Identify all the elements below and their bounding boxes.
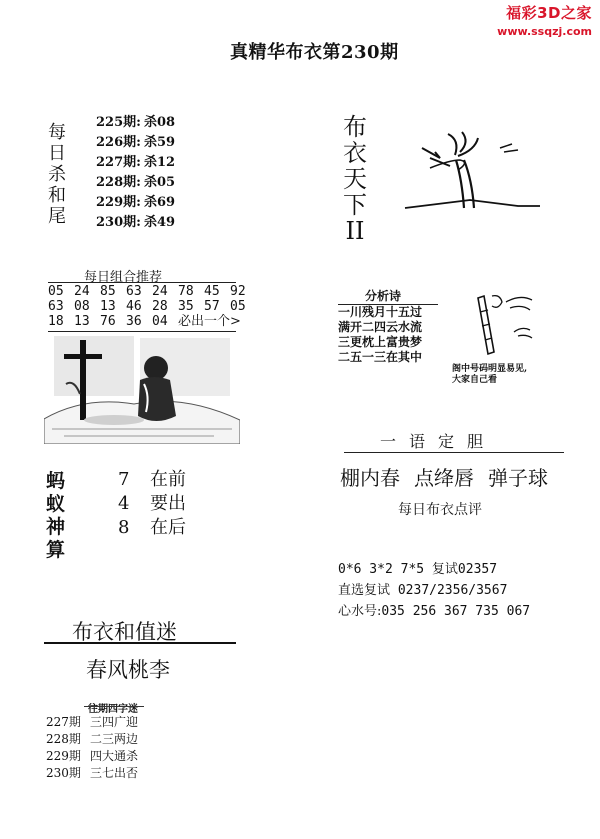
riddle-title: 布衣和值迷 bbox=[72, 620, 177, 644]
riddle-history-text: 二三两边 bbox=[90, 732, 139, 746]
brand-url: www.ssqzj.com bbox=[497, 25, 592, 38]
combo-number: 57 bbox=[204, 299, 220, 314]
riddle-history-row bbox=[46, 765, 138, 782]
riddle-history-title: 往期四字迷 bbox=[88, 700, 138, 715]
kill-tail-period: 225期: bbox=[96, 115, 141, 130]
kill-tail-row bbox=[96, 133, 175, 153]
ant-oracle-number: 8 bbox=[118, 517, 130, 538]
ant-oracle-row bbox=[118, 492, 186, 516]
combo-number: 24 bbox=[74, 284, 90, 299]
bu-yi-title-char: 下 bbox=[343, 191, 367, 219]
one-word-phrase: 棚内春 bbox=[340, 466, 400, 490]
combo-number: 63 bbox=[48, 299, 64, 314]
picks-line-3-label: 心水号: bbox=[338, 604, 382, 619]
ant-oracle-text: 在前 bbox=[150, 469, 186, 490]
picks-line-2 bbox=[338, 580, 530, 601]
kill-tail-row bbox=[96, 113, 175, 133]
ant-oracle-row bbox=[118, 468, 186, 492]
riddle-history-period: 227期 bbox=[46, 715, 81, 729]
brand-name: 福彩3D之家 bbox=[506, 4, 592, 22]
combo-number: 92 bbox=[230, 284, 246, 299]
ant-oracle-text: 要出 bbox=[150, 493, 186, 514]
ant-oracle-label-char: 算 bbox=[46, 539, 66, 561]
riddle-history-row bbox=[46, 714, 138, 731]
kill-tail-label-char: 尾 bbox=[48, 206, 66, 227]
bu-yi-title-char: 布 bbox=[343, 113, 367, 141]
kill-tail-value: 杀12 bbox=[144, 155, 176, 170]
combo-number: 45 bbox=[204, 284, 220, 299]
combo-tail-note: 必出一个> bbox=[178, 314, 241, 329]
combo-number: 46 bbox=[126, 299, 142, 314]
poem-note-line: 大家自己看 bbox=[452, 375, 498, 385]
ant-oracle-row bbox=[118, 516, 186, 540]
combo-number: 05 bbox=[230, 299, 246, 314]
riddle-divider bbox=[44, 642, 236, 644]
kill-tail-row bbox=[96, 193, 175, 213]
combo-number: 63 bbox=[126, 284, 142, 299]
riddle-history-list bbox=[46, 714, 138, 782]
combo-number: 36 bbox=[126, 314, 142, 329]
combo-number: 35 bbox=[178, 299, 194, 314]
one-word-phrases bbox=[340, 462, 562, 491]
kill-tail-period: 230期: bbox=[96, 215, 141, 230]
one-word-title: 一语定胆 bbox=[380, 432, 497, 451]
kill-tail-period: 227期: bbox=[96, 155, 141, 170]
cross-figure-illustration bbox=[44, 334, 240, 444]
kill-tail-label-char: 杀 bbox=[48, 164, 66, 185]
combo-row bbox=[48, 299, 256, 314]
combo-divider bbox=[48, 282, 236, 283]
brand-logo bbox=[497, 2, 592, 38]
kill-tail-value: 杀05 bbox=[144, 175, 176, 190]
poem-lines bbox=[338, 305, 422, 365]
kill-tail-period: 226期: bbox=[96, 135, 141, 150]
one-word-divider bbox=[344, 452, 564, 453]
riddle-answer: 春风桃李 bbox=[86, 658, 170, 682]
bu-yi-title bbox=[340, 114, 370, 244]
poem-line: 二五一三在其中 bbox=[338, 350, 423, 364]
kill-tail-list bbox=[96, 113, 175, 233]
ant-oracle-label-char: 蚂 bbox=[46, 470, 66, 492]
kill-tail-label-char: 日 bbox=[48, 143, 66, 164]
combo-number: 05 bbox=[48, 284, 64, 299]
kill-tail-value: 杀49 bbox=[144, 215, 176, 230]
kill-tail-period: 229期: bbox=[96, 195, 141, 210]
ant-oracle-number: 4 bbox=[118, 493, 130, 514]
ant-oracle-text: 在后 bbox=[150, 517, 186, 538]
combo-title: 每日组合推荐 bbox=[84, 270, 163, 285]
combo-grid bbox=[48, 284, 256, 329]
kill-tail-row bbox=[96, 153, 175, 173]
combo-divider bbox=[48, 331, 236, 332]
picks-line-2-label: 直选复试 bbox=[338, 583, 391, 598]
page-title: 真精华布衣第230期 bbox=[230, 42, 399, 63]
riddle-history-period: 229期 bbox=[46, 749, 81, 763]
combo-number: 18 bbox=[48, 314, 64, 329]
pine-tree-illustration bbox=[400, 120, 560, 230]
combo-number: 08 bbox=[74, 299, 90, 314]
picks-block bbox=[338, 559, 530, 622]
combo-number: 28 bbox=[152, 299, 168, 314]
combo-number: 78 bbox=[178, 284, 194, 299]
kill-tail-period: 228期: bbox=[96, 175, 141, 190]
combo-number: 13 bbox=[74, 314, 90, 329]
picks-line-3-value: 035 256 367 735 067 bbox=[381, 604, 531, 619]
bu-yi-title-char: 衣 bbox=[343, 139, 367, 167]
picks-line-3 bbox=[338, 601, 530, 622]
kill-tail-row bbox=[96, 173, 175, 193]
kill-tail-label-char: 和 bbox=[48, 185, 66, 206]
review-title: 每日布衣点评 bbox=[398, 502, 482, 518]
kill-tail-value: 杀69 bbox=[144, 195, 176, 210]
poem-title: 分析诗 bbox=[365, 289, 402, 303]
kill-tail-value: 杀59 bbox=[144, 135, 176, 150]
bamboo-illustration bbox=[470, 292, 550, 362]
ant-oracle-label bbox=[46, 470, 70, 562]
bu-yi-title-char: II bbox=[345, 217, 365, 245]
riddle-history-row bbox=[46, 731, 138, 748]
bu-yi-title-char: 天 bbox=[343, 165, 367, 193]
poem-note bbox=[452, 364, 527, 386]
kill-tail-row bbox=[96, 213, 175, 233]
ant-oracle-label-char: 神 bbox=[46, 516, 66, 538]
riddle-history-period: 228期 bbox=[46, 732, 81, 746]
combo-number: 85 bbox=[100, 284, 116, 299]
kill-tail-value: 杀08 bbox=[144, 115, 176, 130]
riddle-history-text: 四大通杀 bbox=[90, 749, 139, 763]
combo-number: 13 bbox=[100, 299, 116, 314]
poem-line: 三更枕上富贵梦 bbox=[338, 335, 423, 349]
ant-oracle-label-char: 蚁 bbox=[46, 493, 66, 515]
poem-line: 满开二四云水流 bbox=[338, 320, 423, 334]
poem-line: 一川残月十五过 bbox=[338, 305, 423, 319]
combo-number: 76 bbox=[100, 314, 116, 329]
combo-number: 04 bbox=[152, 314, 168, 329]
riddle-history-text: 三七出否 bbox=[90, 766, 139, 780]
picks-line-2-value: 0237/2356/3567 bbox=[397, 583, 508, 598]
one-word-phrase: 点绛唇 bbox=[414, 466, 474, 490]
ant-oracle-number: 7 bbox=[118, 469, 130, 490]
riddle-history-row bbox=[46, 748, 138, 765]
riddle-history-text: 三四广迎 bbox=[90, 715, 139, 729]
one-word-phrase: 弹子球 bbox=[488, 466, 548, 490]
kill-tail-label bbox=[46, 122, 68, 227]
picks-line-1: 0*6 3*2 7*5 复试02357 bbox=[338, 562, 498, 577]
combo-row bbox=[48, 314, 256, 329]
combo-row bbox=[48, 284, 256, 299]
combo-number: 24 bbox=[152, 284, 168, 299]
poem-note-line: 阁中号码明显易见, bbox=[452, 364, 528, 374]
riddle-history-period: 230期 bbox=[46, 766, 81, 780]
kill-tail-label-char: 每 bbox=[48, 122, 66, 143]
ant-oracle-list bbox=[118, 468, 186, 540]
